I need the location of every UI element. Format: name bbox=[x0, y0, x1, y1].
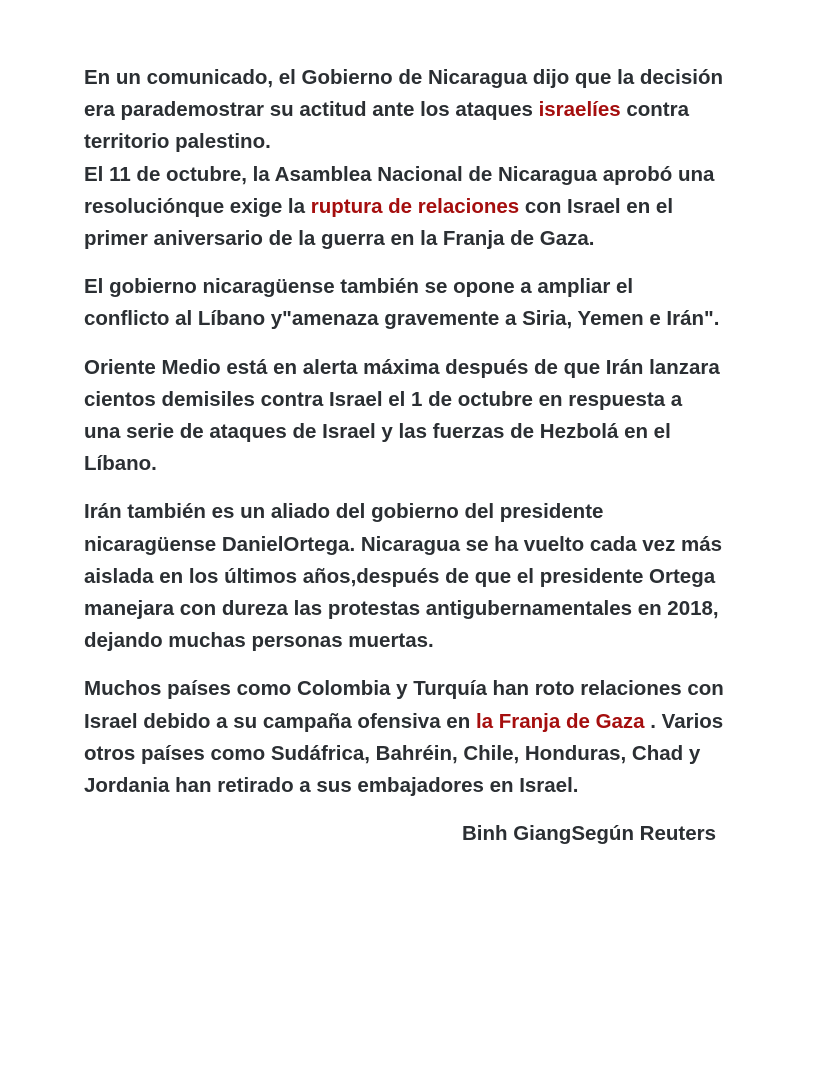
paragraph-text: Muchos países como Colombia y Turquía han roto relaciones con Israel debido a su campaña ofensiva en bbox=[84, 677, 724, 733]
paragraph-text: En un comunicado, el Gobierno de Nicaragua dijo que la decisión era parademostrar su actitud ante los ataques bbox=[84, 66, 724, 122]
paragraph-text: El 11 de octubre, la Asamblea Nacional de Nicaragua aprobó una resoluciónque exige la bbox=[84, 162, 715, 218]
link-israelies[interactable]: israelíes bbox=[538, 98, 621, 122]
author-signature: Binh GiangSegún Reuters bbox=[462, 822, 716, 846]
paragraph-1 bbox=[84, 62, 724, 255]
link-ruptura-de-relaciones[interactable]: ruptura de relaciones bbox=[310, 194, 520, 218]
paragraph-text: . Varios otros países como Sudáfrica, Bahréin, Chile, Honduras, Chad y Jordania han retirado a sus embajadores en Israel. bbox=[84, 709, 724, 798]
paragraph-2: El gobierno nicaragüense también se opone a ampliar el conflicto al Líbano y"amenaza gravemente a Siria, Yemen e Irán". bbox=[84, 275, 720, 331]
paragraph-text: contra territorio palestino. bbox=[84, 98, 690, 154]
paragraph-4: Irán también es un aliado del gobierno del presidente nicaragüense DanielOrtega. Nicaragua se ha vuelto cada vez más aislada en los últimos años,después de que el presidente Ortega manejara con dureza las protestas antigubernamentales en 2018, dejando muchas personas muertas. bbox=[84, 500, 723, 653]
article-body bbox=[84, 62, 724, 850]
paragraph-5 bbox=[84, 673, 724, 802]
link-la-franja-de-gaza[interactable]: la Franja de Gaza bbox=[475, 709, 645, 733]
paragraph-text: con Israel en el primer aniversario de la guerra en la Franja de Gaza. bbox=[84, 194, 674, 251]
paragraph-3: Oriente Medio está en alerta máxima después de que Irán lanzara cientos demisiles contra Israel el 1 de octubre en respuesta a una serie de ataques de Israel y las fuerzas de Hezbolá en el Líbano. bbox=[84, 355, 720, 476]
